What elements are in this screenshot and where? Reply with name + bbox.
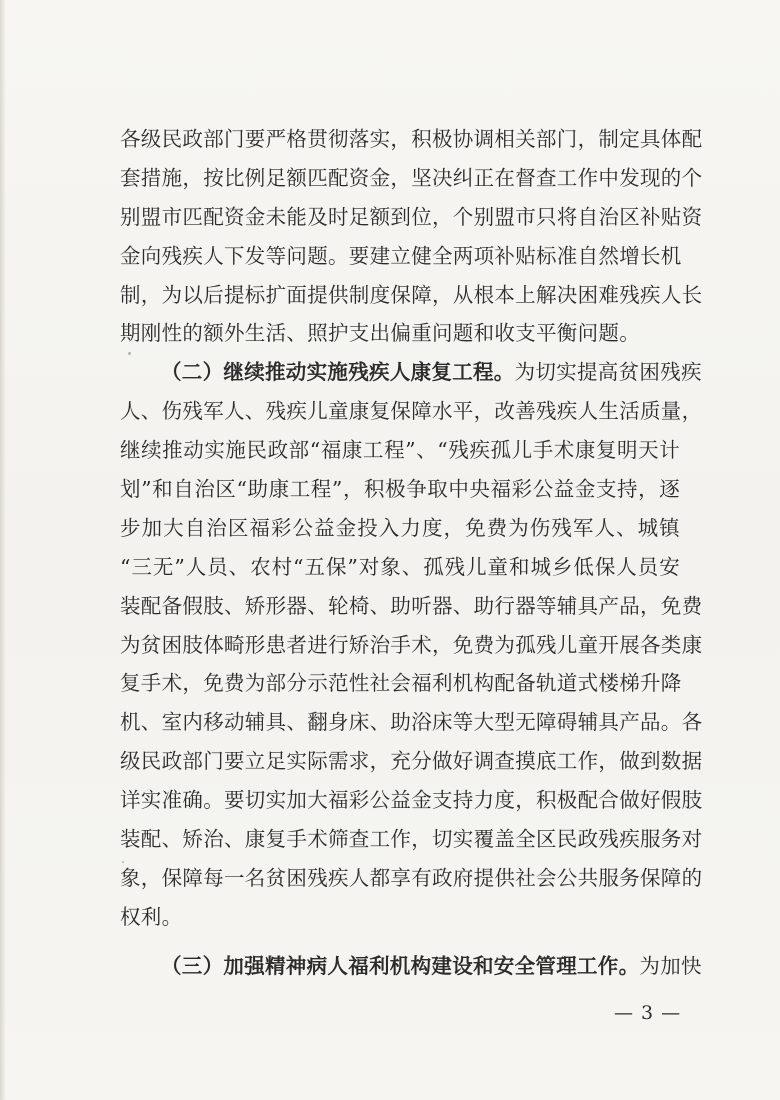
text-line: 为贫困肢体畸形患者进行矫治手术，免费为孤残儿童开展各类康 (120, 632, 703, 657)
scan-edge (0, 0, 6, 1100)
text-line: 期刚性的额外生活、照护支出偏重问题和收支平衡问题。 (120, 321, 640, 346)
text-line: 各级民政部门要严格贯彻落实，积极协调相关部门，制定具体配 (120, 127, 703, 151)
text-line: 机、室内移动辅具、翻身床、助浴床等大型无障碍辅具产品。各 (120, 710, 703, 735)
text-line: 详实准确。要切实加大福彩公益金支持力度，积极配合做好假肢 (120, 788, 703, 813)
text-line: 装配、矫治、康复手术筛查工作，切实覆盖全区民政残疾服务对 (120, 827, 703, 852)
paragraph-gap (120, 937, 680, 947)
text-line: 金向残疾人下发等问题。要建立健全两项补贴标准自然增长机 (120, 243, 682, 268)
text-line: 套措施，按比例足额匹配资金，坚决纠正在督查工作中发现的个 (120, 165, 703, 190)
text-line (120, 353, 702, 392)
scan-speck (122, 861, 124, 863)
text-line: 级民政部门要立足实际需求，充分做好调查摸底工作，做到数据 (120, 749, 703, 774)
section-heading-2: （二）继续推动实施残疾人康复工程。 (161, 360, 515, 385)
paragraph-2 (120, 353, 703, 936)
text-run: 为加快 (639, 953, 702, 978)
text-run: 为切实提高贫困残疾 (514, 360, 702, 385)
section-heading-3: （三）加强精神病人福利机构建设和安全管理工作。 (161, 953, 640, 978)
text-line: 继续推动实施民政部“福康工程”、“残疾孤儿手术康复明天计 (120, 438, 680, 463)
paragraph-3 (120, 947, 702, 986)
body-text (120, 120, 703, 986)
text-line: “三无”人员、农村“五保”对象、孤残儿童和城乡低保人员安 (120, 554, 680, 579)
text-line: 人、伤残军人、残疾儿童康复保障水平，改善残疾人生活质量， (120, 399, 703, 424)
text-line: 步加大自治区福彩公益金投入力度，免费为伤残军人、城镇 (120, 515, 680, 540)
text-line: 装配备假肢、矫形器、轮椅、助听器、助行器等辅具产品，免费 (120, 593, 703, 618)
paragraph-1 (120, 120, 703, 353)
page-number: — 3 — (614, 1002, 682, 1024)
text-line: 制，为以后提标扩面提供制度保障，从根本上解决困难残疾人长 (120, 282, 703, 307)
scan-speck (128, 352, 131, 355)
text-line (120, 947, 702, 986)
text-line: 权利。 (120, 904, 183, 929)
text-line: 复手术，免费为部分示范性社会福利机构配备轨道式楼梯升降 (120, 671, 682, 696)
text-line: 别盟市匹配资金未能及时足额到位，个别盟市只将自治区补贴资 (120, 204, 703, 229)
text-line: 象，保障每一名贫困残疾人都享有政府提供社会公共服务保障的 (120, 865, 703, 890)
text-line: 划”和自治区“助康工程”，积极争取中央福彩公益金支持，逐 (120, 477, 680, 502)
